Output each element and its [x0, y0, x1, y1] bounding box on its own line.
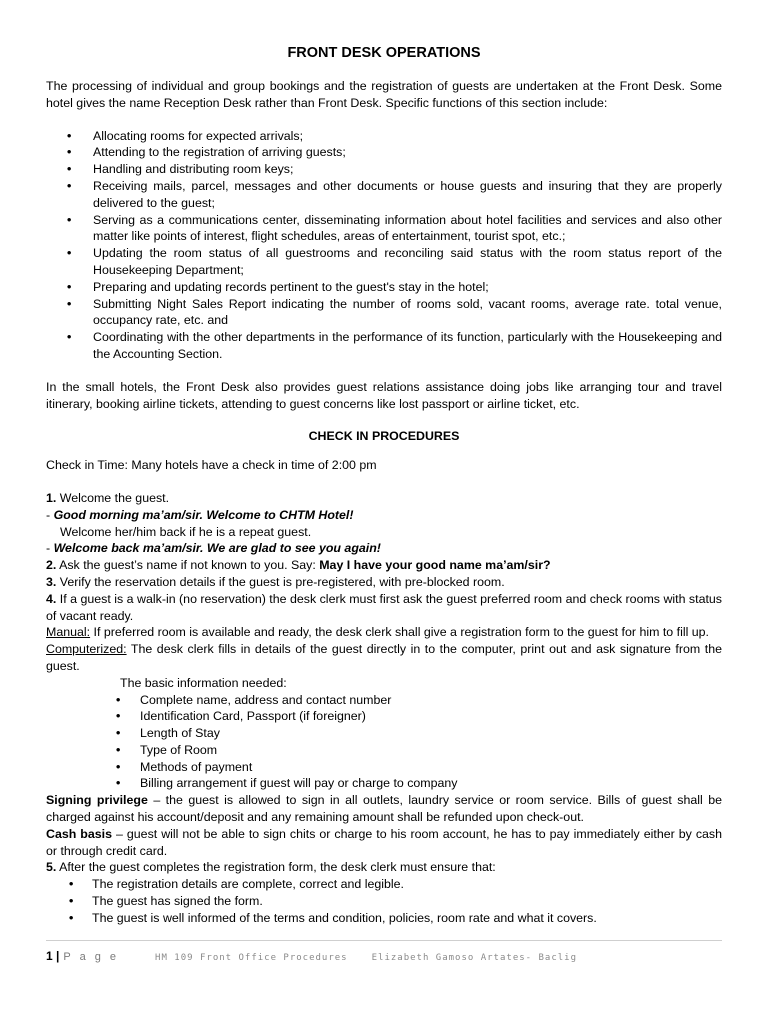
- step-text: Ask the guest’s name if not known to you. Say:: [56, 558, 320, 573]
- ensure-list: [46, 876, 722, 926]
- signing-text: – the guest is allowed to sign in all outlets, laundry service or room service. Bills of guest shall be charged against his account/deposit and any remaining amount shall be refunded upon check-out.: [46, 793, 723, 825]
- cash-text: – guest will not be able to sign chits or charge to his room account, he has to pay immediately either by cash or through credit card.: [46, 826, 722, 858]
- greeting-text: Good morning ma’am/sir. Welcome to CHTM Hotel!: [53, 507, 354, 522]
- list-item: • Handling and distributing room keys;: [46, 161, 722, 178]
- list-item: • The registration details are complete, correct and legible.: [46, 876, 722, 893]
- manual-paragraph: [46, 624, 722, 641]
- step-text: Welcome the guest.: [56, 490, 170, 505]
- basic-info-heading: The basic information needed:: [120, 675, 287, 690]
- computerized-text: The desk clerk fills in details of the guest directly in to the computer, print out and ask signature from the guest.: [46, 642, 722, 673]
- signing-label: Signing privilege: [46, 793, 148, 808]
- list-item: • Complete name, address and contact number: [46, 692, 722, 709]
- step-3: [46, 574, 722, 591]
- list-item: • Allocating rooms for expected arrivals;: [46, 128, 722, 145]
- step-2: [46, 557, 722, 574]
- signing-privilege-paragraph: [46, 792, 722, 826]
- step-quote: May I have your good name ma’am/sir?: [319, 558, 551, 573]
- step-number: 5.: [46, 860, 57, 875]
- list-item: • Coordinating with the other departments in the performance of its function, particularly with the Housekeeping and the Accounting Section.: [46, 329, 722, 363]
- basic-info-list: [46, 692, 722, 793]
- list-item: • Serving as a communications center, disseminating information about hotel facilities and services and also other matter like points of interest, flight schedules, areas of entertainment, tourist spot, etc.;: [46, 212, 722, 246]
- page-title: FRONT DESK OPERATIONS: [287, 45, 481, 61]
- small-hotels-paragraph: In the small hotels, the Front Desk also provides guest relations assistance doing jobs like arranging tour and travel itinerary, booking airline tickets, attending to guest concerns like lost passport or airline ticket, etc.: [46, 379, 722, 411]
- list-item: • Length of Stay: [46, 725, 722, 742]
- computerized-paragraph: [46, 641, 722, 675]
- document-page: [46, 44, 722, 927]
- page-footer: [46, 940, 722, 963]
- list-item: • The guest has signed the form.: [46, 893, 722, 910]
- intro-paragraph: The processing of individual and group bookings and the registration of guests are undertaken at the Front Desk. Some hotel gives the name Reception Desk rather than Front Desk. Specific functions of this section include:: [46, 79, 722, 110]
- list-item: • Methods of payment: [46, 759, 722, 776]
- cash-basis-paragraph: [46, 826, 722, 860]
- step-number: 3.: [46, 574, 57, 589]
- step-text: After the guest completes the registration form, the desk clerk must ensure that:: [56, 860, 496, 875]
- list-item: • Billing arrangement if guest will pay or charge to company: [46, 775, 722, 792]
- step-number: 4.: [46, 591, 57, 606]
- step-1: [46, 490, 722, 507]
- list-item: • Type of Room: [46, 742, 722, 759]
- list-item: • Updating the room status of all guestrooms and reconciling said status with the room status report of the Housekeeping Department;: [46, 245, 722, 279]
- footer-author: Elizabeth Gamoso Artates- Baclig: [371, 953, 577, 963]
- check-in-time: Check in Time: Many hotels have a check in time of 2:00 pm: [46, 458, 377, 473]
- section-heading-check-in: CHECK IN PROCEDURES: [308, 429, 460, 444]
- step-5: [46, 859, 722, 876]
- footer-course: HM 109 Front Office Procedures: [155, 953, 348, 963]
- list-item: • Preparing and updating records pertinent to the guest's stay in the hotel;: [46, 279, 722, 296]
- step-number: 2.: [46, 558, 57, 573]
- list-item: • Submitting Night Sales Report indicating the number of rooms sold, vacant rooms, average rate. total venue, occupancy rate, etc. and: [46, 296, 722, 330]
- cash-label: Cash basis: [46, 826, 112, 841]
- functions-list: [46, 128, 722, 363]
- repeat-guest-line: Welcome her/him back if he is a repeat guest.: [60, 524, 312, 539]
- list-item: • Identification Card, Passport (if foreigner): [46, 708, 722, 725]
- page-label: P a g e: [63, 951, 120, 963]
- manual-label: Manual:: [46, 625, 91, 640]
- step-text: Verify the reservation details if the guest is pre-registered, with pre-blocked room.: [56, 574, 505, 589]
- greeting-text-2: Welcome back ma’am/sir. We are glad to see you again!: [53, 541, 381, 556]
- step-number: 1.: [46, 490, 57, 505]
- list-item: • The guest is well informed of the terms and condition, policies, room rate and what it covers.: [46, 910, 722, 927]
- step-text: If a guest is a walk-in (no reservation) the desk clerk must first ask the guest preferred room and check rooms with status of vacant ready.: [46, 591, 722, 623]
- greeting-line: - Good morning ma’am/sir. Welcome to CHTM Hotel!: [46, 507, 354, 522]
- computerized-label: Computerized:: [46, 642, 127, 657]
- list-item: • Receiving mails, parcel, messages and other documents or house guests and insuring that they are properly delivered to the guest;: [46, 178, 722, 212]
- page-number: 1 |: [46, 949, 60, 963]
- step-4: [46, 591, 722, 625]
- manual-text: If preferred room is available and ready, the desk clerk shall give a registration form to the guest for him to fill up.: [90, 625, 710, 640]
- list-item: • Attending to the registration of arriving guests;: [46, 144, 722, 161]
- greeting-line-2: - Welcome back ma’am/sir. We are glad to see you again!: [46, 541, 381, 556]
